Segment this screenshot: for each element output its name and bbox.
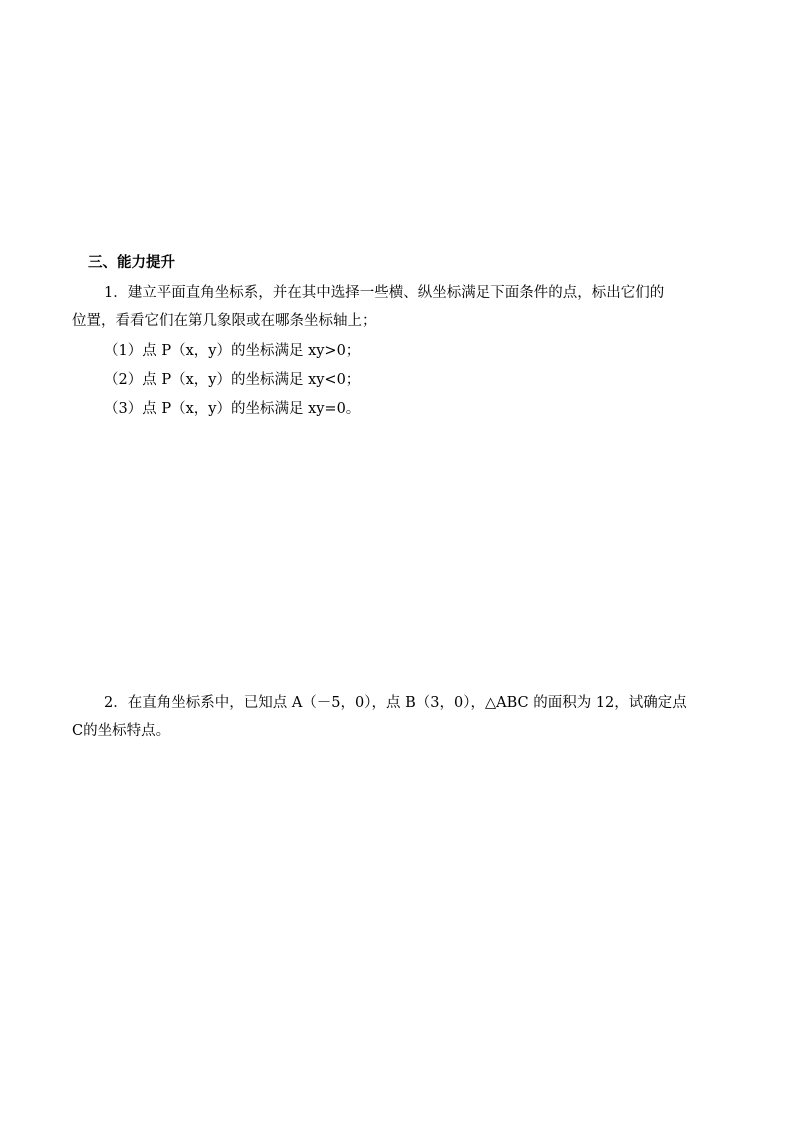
section-title: 三、能力提升	[88, 255, 175, 271]
question-1-subitem-2: （2）点 P（x，y）的坐标满足 xy<0；	[104, 372, 361, 388]
question-1-text-line-1: 1．建立平面直角坐标系，并在其中选择一些横、纵坐标满足下面条件的点，标出它们的	[104, 285, 665, 301]
question-1-subitem-3: （3）点 P（x，y）的坐标满足 xy=0。	[104, 401, 361, 417]
question-2-text-line-1: 2．在直角坐标系中，已知点 A（－5，0），点 B（3，0），△ABC 的面积为 12，试确定点	[104, 695, 687, 711]
question-1-subitem-1: （1）点 P（x，y）的坐标满足 xy>0；	[104, 343, 361, 359]
question-1-text-line-2: 位置，看看它们在第几象限或在哪条坐标轴上；	[72, 313, 377, 329]
question-2-text-line-2: C的坐标特点。	[72, 723, 171, 739]
